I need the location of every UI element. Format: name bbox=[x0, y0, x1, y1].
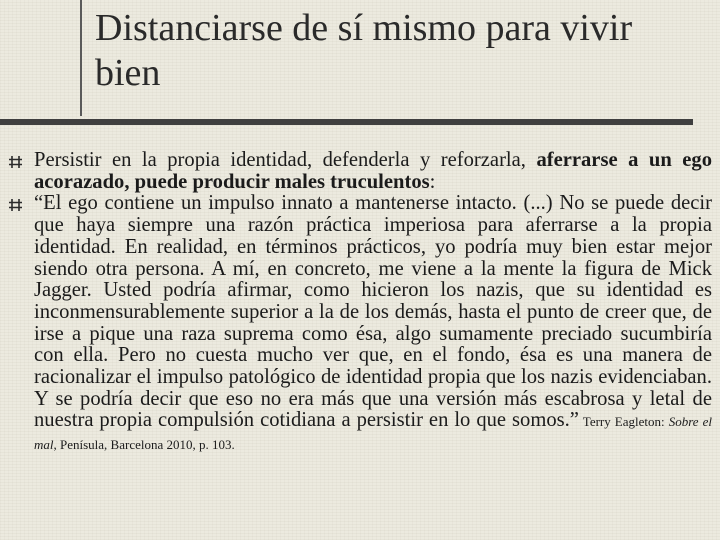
slide-title: Distanciarse de sí mismo para vivir bien bbox=[95, 7, 633, 94]
bullet-item bbox=[34, 150, 712, 193]
bullet-list bbox=[34, 150, 712, 456]
bullet-text: Persistir en la propia identidad, defenderla y reforzarla, bbox=[34, 149, 537, 171]
citation-work: Sobre el mal bbox=[34, 414, 712, 453]
hash-bullet-icon bbox=[9, 155, 23, 169]
bullet-text-end: : bbox=[429, 170, 436, 193]
bullet-item bbox=[34, 193, 712, 455]
title-divider-vertical bbox=[80, 0, 82, 116]
citation-author: Terry Eagleton: bbox=[578, 414, 669, 430]
citation-rest: , Penísula, Barcelona 2010, p. 103. bbox=[53, 437, 235, 453]
hash-bullet-icon bbox=[9, 198, 23, 212]
quote-text: “El ego contiene un impulso innato a mantenerse intacto. (...) No se puede decir que haya siempre una razón práctica imperiosa para aferrarse a la propia identidad. En realidad, en términos prácticos, yo podría muy bien estar mejor siendo otra persona. A mí, en concreto, me viene a la mente la figura de Mick Jagger. Usted podría afirmar, como hicieron los nazis, que su identidad es inconmensurablemente superior a la de los demás, hasta el punto de creer que, de irse a pique una raza suprema como ésa, algo sumamente preciado sucumbiría con ella. Pero no cuesta mucho ver que, en el fondo, ésa es una manera de racionalizar el impulso patológico de identidad propia que los nazis evidenciaban. Y se podría decir que eso no era más que una versión más escabrosa y letal de nuestra propia compulsión cotidiana a persistir en lo que somos.” bbox=[34, 192, 712, 432]
bullet-text-bold: aferrarse a un ego acorazado, puede producir males truculentos bbox=[34, 149, 712, 193]
title-rule bbox=[0, 119, 693, 125]
